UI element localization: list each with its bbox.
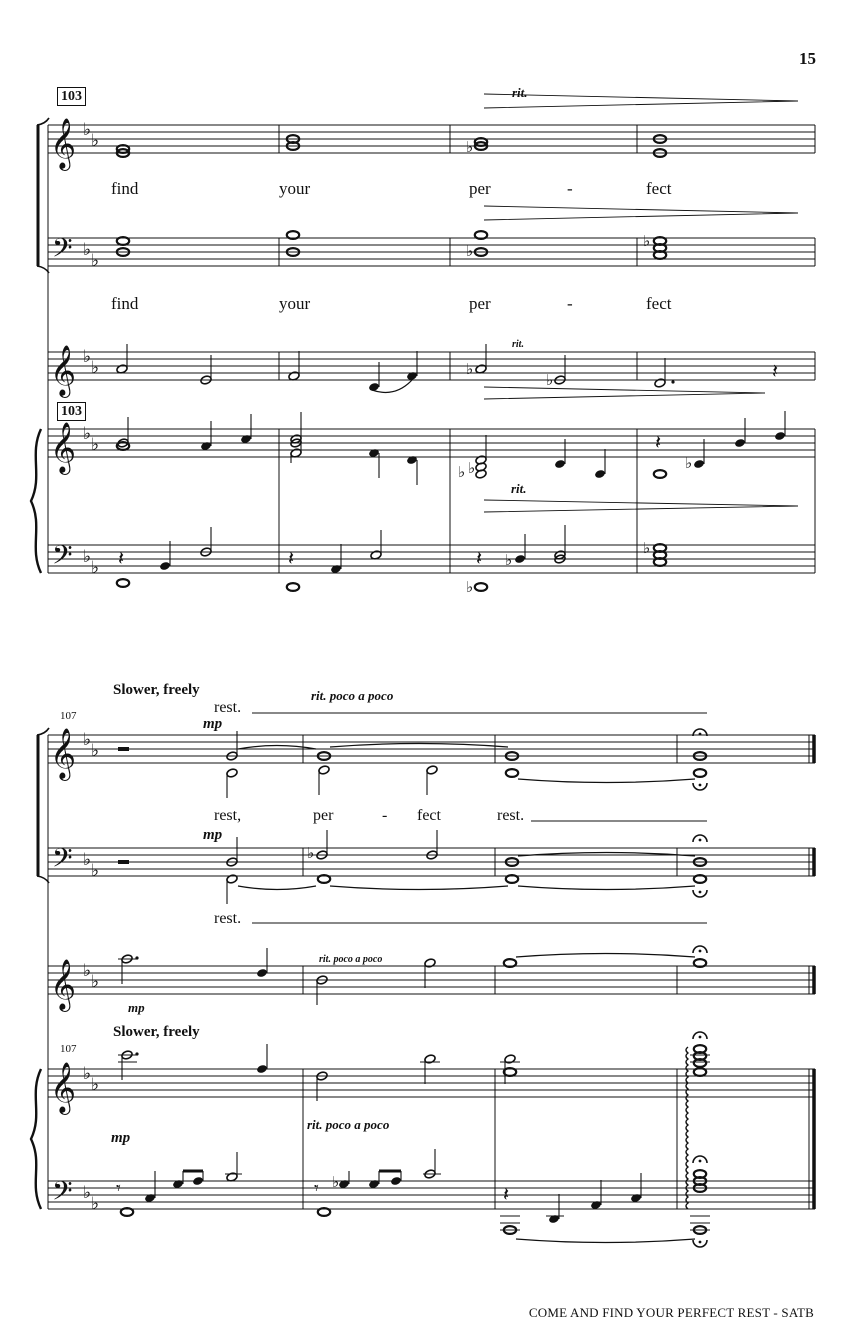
treble-clef-icon: 𝄞 — [50, 118, 77, 169]
descant-rit: rit. — [512, 339, 524, 350]
key-flat-icon: ♭ — [91, 1075, 100, 1095]
flat-icon: ♭ — [307, 844, 315, 862]
flat-icon: ♭ — [505, 551, 513, 569]
quarter-rest-icon: 𝄽 — [476, 546, 483, 570]
descant-rit-poco: rit. poco a poco — [319, 954, 383, 965]
half-note — [504, 1054, 516, 1064]
flat-icon: ♭ — [466, 578, 474, 596]
key-flat-icon: ♭ — [91, 1194, 100, 1214]
half-note — [654, 378, 666, 388]
key-flat-icon: ♭ — [83, 424, 92, 444]
lyric-men-3: per — [469, 294, 491, 313]
lyric-women-4: - — [567, 179, 573, 198]
lyric-alto-2: per — [313, 807, 334, 824]
flat-icon: ♭ — [643, 232, 651, 250]
key-flat-icon: ♭ — [83, 240, 92, 260]
key-flat-icon: ♭ — [91, 358, 100, 378]
dot — [135, 1052, 138, 1055]
fermata-dot — [699, 784, 702, 787]
key-flat-icon: ♭ — [83, 961, 92, 981]
flat-icon: ♭ — [643, 539, 651, 557]
whole-note — [506, 769, 518, 777]
decrescendo-hairpin — [484, 206, 798, 220]
bracket-hook — [37, 876, 49, 883]
tie — [238, 746, 316, 750]
key-flat-icon: ♭ — [83, 547, 92, 567]
key-flat-icon: ♭ — [91, 861, 100, 881]
lyric-alto-1: rest, — [214, 807, 242, 824]
key-flat-icon: ♭ — [83, 1183, 92, 1203]
bass-clef-icon: 𝄢 — [52, 1175, 73, 1213]
treble-clef-icon: 𝄞 — [50, 728, 77, 779]
bracket-hook — [37, 266, 49, 273]
tie — [330, 886, 508, 890]
fermata-dot — [699, 733, 702, 736]
key-flat-icon: ♭ — [83, 730, 92, 750]
quarter-note — [192, 1176, 204, 1186]
whole-note — [694, 769, 706, 777]
half-note — [426, 765, 438, 775]
decrescendo-hairpin — [484, 500, 798, 512]
tempo-marking: Slower, freely — [113, 682, 200, 698]
tie — [330, 744, 508, 748]
dynamic-mp-descant: mp — [128, 1000, 145, 1015]
decrescendo-hairpin — [484, 94, 798, 108]
quarter-note — [256, 968, 268, 978]
bass-clef-icon: 𝄢 — [52, 539, 73, 577]
arpeggio-icon — [686, 1047, 688, 1209]
rit-marking: rit. — [512, 85, 528, 100]
whole-note — [654, 470, 666, 478]
lyric-women-1: find — [111, 179, 139, 198]
dynamic-mp-piano: mp — [111, 1130, 131, 1146]
key-flat-icon: ♭ — [83, 120, 92, 140]
eighth-rest-icon: 𝄾 — [314, 1178, 319, 1199]
key-flat-icon: ♭ — [83, 850, 92, 870]
tie — [518, 853, 695, 857]
bass-clef-icon: 𝄢 — [52, 842, 73, 880]
dynamic-mp-men: mp — [203, 827, 223, 843]
bracket-hook — [37, 118, 49, 125]
tie — [518, 886, 695, 890]
flat-icon: ♭ — [546, 371, 554, 389]
whole-note — [287, 583, 299, 591]
treble-clef-icon: 𝄞 — [50, 345, 77, 396]
key-flat-icon: ♭ — [91, 558, 100, 578]
piano-rehearsal-mark: 103 — [57, 402, 86, 421]
lyric-alto-5: rest. — [497, 807, 525, 824]
treble-clef-icon: 𝄞 — [50, 422, 77, 473]
flat-icon: ♭ — [466, 360, 474, 378]
half-note — [424, 1054, 436, 1064]
quarter-note — [693, 459, 705, 469]
dot — [671, 380, 674, 383]
piano-brace — [31, 429, 41, 573]
lyric-alto-4: fect — [417, 807, 441, 824]
quarter-rest-icon: 𝄽 — [118, 546, 125, 570]
quarter-note — [594, 469, 606, 479]
lyric-women-3: per — [469, 179, 491, 198]
flat-icon: ♭ — [332, 1173, 340, 1191]
lyric-men-1: find — [111, 294, 139, 313]
key-flat-icon: ♭ — [91, 251, 100, 271]
dot — [135, 956, 138, 959]
piano-brace — [31, 1069, 41, 1209]
fermata-dot — [699, 1241, 702, 1244]
half-note — [226, 874, 238, 884]
fermata-dot — [699, 839, 702, 842]
quarter-rest-icon: 𝄽 — [288, 546, 295, 570]
tie — [516, 954, 695, 958]
fermata-dot — [699, 1160, 702, 1163]
lyric-soprano-rest: rest. — [214, 699, 242, 716]
bass-clef-icon: 𝄢 — [52, 232, 73, 270]
flat-icon: ♭ — [466, 242, 474, 260]
half-rest-icon — [118, 860, 129, 864]
lyric-men-5: fect — [646, 294, 672, 313]
key-flat-icon: ♭ — [91, 741, 100, 761]
key-flat-icon: ♭ — [91, 435, 100, 455]
decrescendo-hairpin — [484, 387, 765, 399]
quarter-rest-icon: 𝄽 — [503, 1182, 510, 1206]
quarter-note — [774, 431, 786, 441]
key-flat-icon: ♭ — [91, 972, 100, 992]
eighth-rest-icon: 𝄾 — [116, 1178, 121, 1199]
quarter-note — [554, 459, 566, 469]
tie — [518, 779, 695, 783]
whole-note — [117, 579, 129, 587]
quarter-note — [548, 1214, 560, 1224]
rit-poco-a-poco: rit. poco a poco — [311, 688, 394, 703]
whole-note — [475, 583, 487, 591]
lyric-women-5: fect — [646, 179, 672, 198]
quarter-note — [514, 554, 526, 564]
measure-number-107: 107 — [60, 710, 77, 722]
quarter-note — [406, 455, 418, 465]
lyric-men-2: your — [279, 294, 311, 313]
footer-title: COME AND FIND YOUR PERFECT REST - SATB — [528, 1305, 814, 1320]
piano-tempo-marking: Slower, freely — [113, 1024, 200, 1040]
quarter-note — [734, 438, 746, 448]
dynamic-mp-women: mp — [203, 716, 223, 732]
piano-measure-number-107: 107 — [60, 1043, 77, 1055]
tie — [238, 886, 316, 890]
piano-rit-poco: rit. poco a poco — [307, 1117, 390, 1132]
fermata-dot — [699, 950, 702, 953]
treble-clef-icon: 𝄞 — [50, 959, 77, 1010]
half-note — [318, 765, 330, 775]
key-flat-icon: ♭ — [83, 1064, 92, 1084]
half-rest-icon — [118, 747, 129, 751]
bracket-hook — [37, 728, 49, 735]
quarter-rest-icon: 𝄽 — [655, 430, 662, 454]
lyric-men-4: - — [567, 294, 573, 313]
quarter-note — [256, 1064, 268, 1074]
piano-rit: rit. — [511, 481, 527, 496]
quarter-note — [159, 561, 171, 571]
flat-icon: ♭ — [685, 454, 693, 472]
flat-icon: ♭ — [458, 463, 466, 481]
tie — [516, 1239, 695, 1243]
lyric-men-rest: rest. — [214, 910, 242, 927]
flat-icon: ♭ — [466, 138, 474, 156]
half-note — [226, 768, 238, 778]
lyric-women-2: your — [279, 179, 311, 198]
page-number: 15 — [799, 49, 816, 68]
fermata-dot — [699, 891, 702, 894]
rehearsal-mark: 103 — [57, 87, 86, 106]
treble-clef-icon: 𝄞 — [50, 1062, 77, 1113]
fermata-dot — [699, 1036, 702, 1039]
key-flat-icon: ♭ — [83, 347, 92, 367]
quarter-rest-icon: 𝄽 — [772, 359, 779, 383]
key-flat-icon: ♭ — [91, 131, 100, 151]
half-note — [424, 958, 436, 968]
quarter-note — [390, 1176, 402, 1186]
flat-icon: ♭ — [468, 459, 476, 477]
lyric-alto-3: - — [382, 807, 388, 824]
